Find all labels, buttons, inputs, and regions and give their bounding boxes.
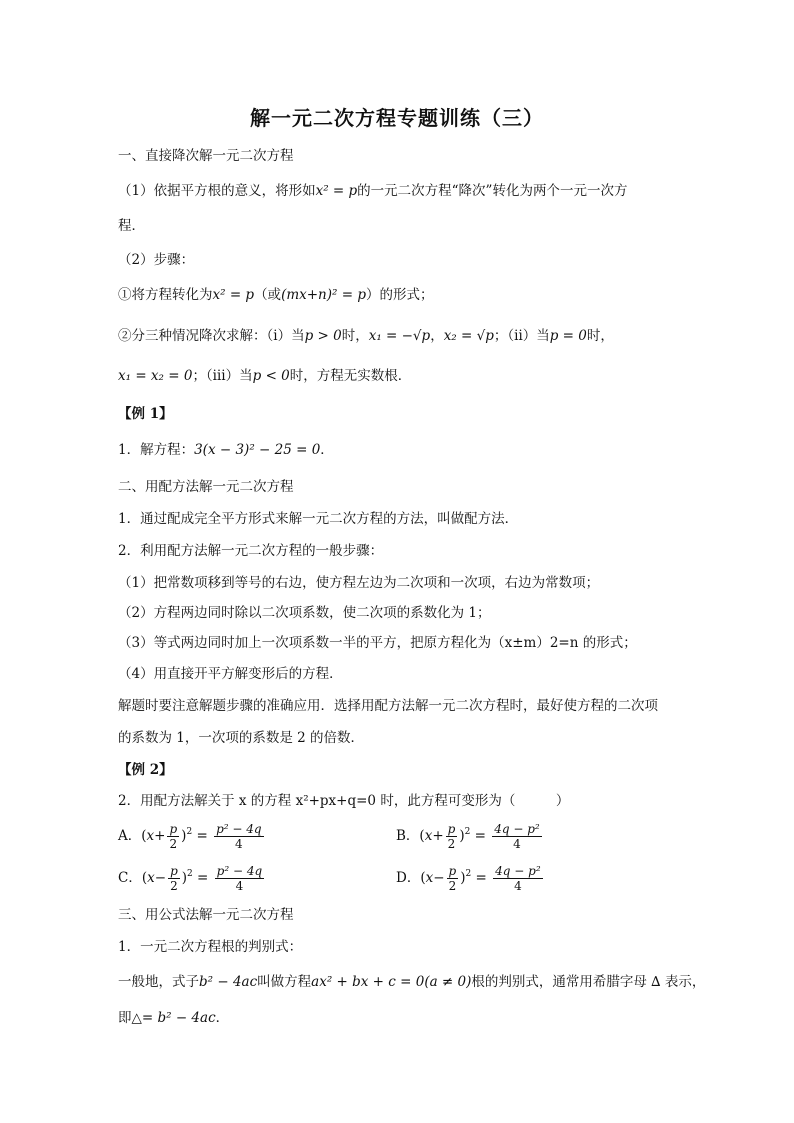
option-letter: B． <box>396 828 420 844</box>
root-x1: x₁ = −√p <box>368 328 431 344</box>
numerator: 4q − p² <box>495 864 541 878</box>
example2-question: 2．用配方法解关于 x 的方程 x²+px+q=0 时，此方程可变形为（ ） <box>118 793 570 809</box>
text: 时， <box>586 328 614 344</box>
equation: x² = p <box>315 183 358 199</box>
sign: − <box>154 870 167 886</box>
s1-p1-cont: 程． <box>118 218 145 234</box>
option-letter: A． <box>118 828 142 844</box>
text: ②分三种情况降次求解：（ⅰ）当 <box>118 328 305 344</box>
numerator: p² − 4q <box>216 822 262 836</box>
numerator: 4q − p² <box>494 822 540 836</box>
s2-note-line2: 的系数为 1，一次项的系数是 2 的倍数． <box>118 730 365 746</box>
text: 根的判别式，通常用希腊字母 ∆ 表示， <box>471 974 706 990</box>
equation: x₁ = x₂ = 0 <box>118 368 193 384</box>
text: ）的形式； <box>365 287 434 303</box>
s1-p2: （2）步骤： <box>118 252 195 268</box>
root-x2: x₂ = √p <box>443 328 494 344</box>
denominator: 4 <box>514 879 522 893</box>
text: ①将方程转化为 <box>118 287 213 303</box>
s1-p1 <box>118 181 627 201</box>
discriminant-expr: b² − 4ac <box>199 974 258 990</box>
s1-step2 <box>118 326 614 346</box>
s2-step3: （3）等式两边同时加上一次项系数一半的平方，把原方程化为（x±m）2=n 的形式； <box>118 635 637 651</box>
sign: + <box>432 828 444 844</box>
option-c: C．(x− $\frac{p}{2}$ )$^2$ = $\frac{\text{p² − 4q}}{4}$ <box>118 864 263 893</box>
text: 一般地，式子 <box>118 974 199 990</box>
text: 的一元二次方程“降次”转化为两个一元一次方 <box>357 183 628 199</box>
numerator: p² − 4q <box>216 864 263 878</box>
option-a: A．(x+ $\frac{p}{2}$ )$^2$ = $\frac{\text{p² − 4q}}{4}$ <box>118 822 262 851</box>
section3-heading: 三、用公式法解一元二次方程 <box>118 907 294 923</box>
example1-label: 【例 1】 <box>118 406 173 422</box>
text: ， <box>430 328 444 344</box>
text: 1．解方程： <box>118 442 195 458</box>
discriminant-def: △= b² − 4ac <box>131 1010 216 1026</box>
equation: x² = p <box>212 287 255 303</box>
condition: p < 0 <box>252 368 290 384</box>
quadratic-equation: ax² + bx + c = 0(a ≠ 0) <box>311 974 472 990</box>
text: ． <box>320 442 334 458</box>
text: 时，方程无实数根． <box>289 368 412 384</box>
s2-step4: （4）用直接开平方解变形后的方程． <box>118 666 343 682</box>
condition: p = 0 <box>549 328 587 344</box>
s2-step1: （1）把常数项移到等号的右边，使方程左边为二次项和一次项，右边为常数项； <box>118 575 600 591</box>
text: 叫做方程 <box>257 974 312 990</box>
s1-step1 <box>118 285 433 305</box>
option-d: D．(x− $\frac{p}{2}$ )$^2$ = $\frac{\text{4q − p²}}{4}$ <box>396 864 541 893</box>
s1-step3 <box>118 366 411 386</box>
text: （或 <box>254 287 282 303</box>
option-b: B．(x+ $\frac{p}{2}$ )$^2$ = $\frac{\text{4q − p²}}{4}$ <box>396 822 540 851</box>
denominator: 4 <box>235 879 244 893</box>
text: ；（ⅱ）当 <box>493 328 550 344</box>
equation: 3(x − 3)² − 25 = 0 <box>194 442 321 458</box>
sign: − <box>433 870 445 886</box>
option-letter: D． <box>396 870 421 886</box>
example1-question <box>118 440 334 460</box>
text: （1）依据平方根的意义，将形如 <box>118 183 316 199</box>
text: ；（ⅲ）当 <box>192 368 253 384</box>
option-letter: C． <box>118 870 142 886</box>
s2-p1: 1．通过配成完全平方形式来解一元二次方程的方法，叫做配方法． <box>118 511 519 527</box>
denominator: 4 <box>513 837 521 851</box>
s2-note-line1: 解题时要注意解题步骤的准确应用．选择用配方法解一元二次方程时，最好使方程的二次项 <box>118 698 658 714</box>
condition: p > 0 <box>304 328 342 344</box>
section2-heading: 二、用配方法解一元二次方程 <box>118 479 294 495</box>
s3-p1: 1．一元二次方程根的判别式： <box>118 939 303 955</box>
equation: (mx+n)² = p <box>281 287 366 303</box>
example2-label: 【例 2】 <box>118 762 173 778</box>
sign: + <box>154 828 166 844</box>
section1-heading: 一、直接降次解一元二次方程 <box>118 148 294 164</box>
s3-p2 <box>118 972 705 992</box>
s2-p2: 2．利用配方法解一元二次方程的一般步骤： <box>118 543 384 559</box>
text: 时， <box>341 328 369 344</box>
text: 即 <box>118 1010 132 1026</box>
s2-step2: （2）方程两边同时除以二次项系数，使二次项的系数化为 1； <box>118 605 491 621</box>
document-title: 解一元二次方程专题训练（三） <box>250 106 544 130</box>
text: ． <box>215 1010 230 1026</box>
denominator: 4 <box>235 837 243 851</box>
s3-p3 <box>118 1008 229 1028</box>
